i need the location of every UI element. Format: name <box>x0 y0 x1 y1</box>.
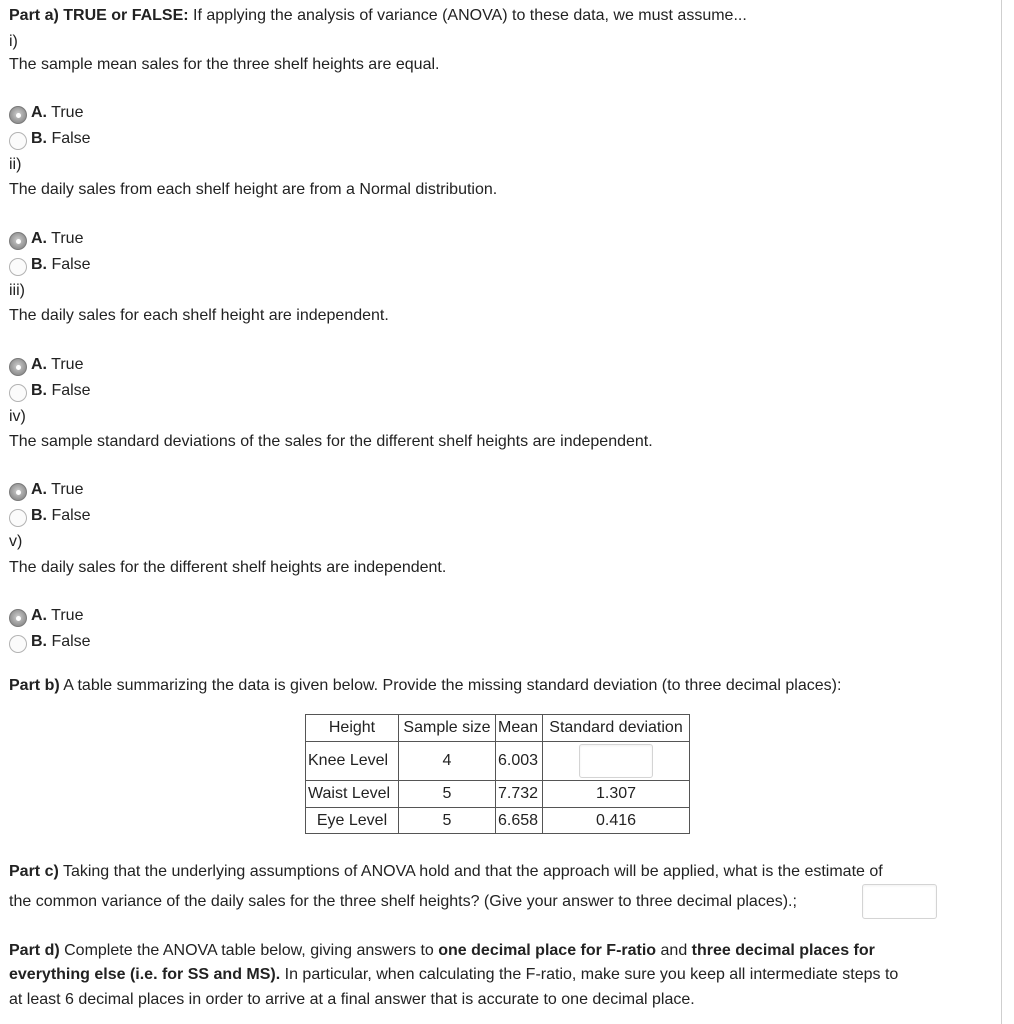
cell-height: Knee Level <box>306 742 399 781</box>
option-a-text: True <box>51 230 84 247</box>
cell-mean: 6.658 <box>496 808 543 834</box>
cell-mean: 7.732 <box>496 781 543 808</box>
radio-selected-icon[interactable] <box>9 106 27 124</box>
summary-table <box>305 714 690 834</box>
cell-sd <box>543 742 690 781</box>
table-row <box>306 742 690 781</box>
header-height: Height <box>306 715 399 742</box>
question-v-text: The daily sales for the different shelf heights are independent. <box>9 559 447 576</box>
part-b-header <box>9 676 841 696</box>
part-d-text-1b: one decimal place for F-ratio <box>438 942 657 959</box>
radio-unselected-icon[interactable] <box>9 132 27 150</box>
cell-sd: 1.307 <box>543 781 690 808</box>
part-a-header <box>9 6 747 26</box>
option-b-letter: B. <box>31 130 47 147</box>
option-b-letter: B. <box>31 382 47 399</box>
question-iii-number: iii) <box>9 282 25 299</box>
cell-size: 4 <box>399 742 496 781</box>
part-c-text-1: Taking that the underlying assumptions of ANOVA hold and that the approach will be applied, what is the estimate of <box>58 863 883 880</box>
radio-unselected-icon[interactable] <box>9 384 27 402</box>
radio-selected-icon[interactable] <box>9 483 27 501</box>
option-a-letter: A. <box>31 607 47 624</box>
question-i-text: The sample mean sales for the three shelf heights are equal. <box>9 56 440 73</box>
part-d-line1 <box>9 941 875 961</box>
question-i-number: i) <box>9 33 18 50</box>
cell-height: Eye Level <box>306 808 399 834</box>
table-row <box>306 781 690 808</box>
cell-size: 5 <box>399 808 496 834</box>
question-iv-number: iv) <box>9 408 26 425</box>
part-d-text-1a: Complete the ANOVA table below, giving answers to <box>59 942 439 959</box>
radio-unselected-icon[interactable] <box>9 258 27 276</box>
common-variance-input[interactable] <box>862 884 937 919</box>
part-c-line2: the common variance of the daily sales for the three shelf heights? (Give your answer to three decimal places).; <box>9 893 797 910</box>
right-border <box>1001 0 1002 1024</box>
option-a-text: True <box>51 104 84 121</box>
option-b-text: False <box>51 130 91 147</box>
option-a-letter: A. <box>31 356 47 373</box>
option-b-text: False <box>51 633 91 650</box>
table-header-row <box>306 715 690 742</box>
part-b-text: A table summarizing the data is given below. Provide the missing standard deviation (to three decimal places): <box>59 677 842 694</box>
part-c-label: Part c) <box>9 863 59 880</box>
option-a-letter: A. <box>31 481 47 498</box>
part-a-prompt: If applying the analysis of variance (ANOVA) to these data, we must assume... <box>188 7 747 24</box>
question-iv-text: The sample standard deviations of the sales for the different shelf heights are independent. <box>9 433 653 450</box>
cell-height: Waist Level <box>306 781 399 808</box>
option-a-letter: A. <box>31 104 47 121</box>
option-a-text: True <box>51 356 84 373</box>
part-d-text-2b: In particular, when calculating the F-ratio, make sure you keep all intermediate steps to <box>280 966 899 983</box>
part-d-text-2a: everything else (i.e. for SS and MS). <box>9 966 281 983</box>
option-b-text: False <box>51 256 91 273</box>
table-row <box>306 808 690 834</box>
header-sample-size: Sample size <box>399 715 496 742</box>
option-b-letter: B. <box>31 507 47 524</box>
header-mean: Mean <box>496 715 543 742</box>
radio-unselected-icon[interactable] <box>9 635 27 653</box>
question-ii-text: The daily sales from each shelf height are from a Normal distribution. <box>9 181 498 198</box>
knee-sd-input[interactable] <box>579 744 653 778</box>
part-d-line2 <box>9 965 898 985</box>
question-iii-text: The daily sales for each shelf height are independent. <box>9 307 389 324</box>
question-v-number: v) <box>9 533 23 550</box>
part-c-line1 <box>9 862 883 882</box>
cell-size: 5 <box>399 781 496 808</box>
header-standard-deviation: Standard deviation <box>543 715 690 742</box>
option-a-text: True <box>51 607 84 624</box>
option-b-letter: B. <box>31 256 47 273</box>
part-d-text-1c: and <box>656 942 692 959</box>
part-d-label: Part d) <box>9 942 60 959</box>
part-d-text-1d: three decimal places for <box>691 942 875 959</box>
part-d-line3: at least 6 decimal places in order to arrive at a final answer that is accurate to one decimal place. <box>9 991 695 1008</box>
radio-selected-icon[interactable] <box>9 358 27 376</box>
part-a-label: Part a) <box>9 7 59 24</box>
option-a-letter: A. <box>31 230 47 247</box>
radio-unselected-icon[interactable] <box>9 509 27 527</box>
cell-mean: 6.003 <box>496 742 543 781</box>
option-b-text: False <box>51 507 91 524</box>
radio-selected-icon[interactable] <box>9 609 27 627</box>
part-a-title: TRUE or FALSE: <box>63 7 189 24</box>
option-a-text: True <box>51 481 84 498</box>
option-b-letter: B. <box>31 633 47 650</box>
part-b-label: Part b) <box>9 677 60 694</box>
radio-selected-icon[interactable] <box>9 232 27 250</box>
question-ii-number: ii) <box>9 156 22 173</box>
cell-sd: 0.416 <box>543 808 690 834</box>
option-b-text: False <box>51 382 91 399</box>
